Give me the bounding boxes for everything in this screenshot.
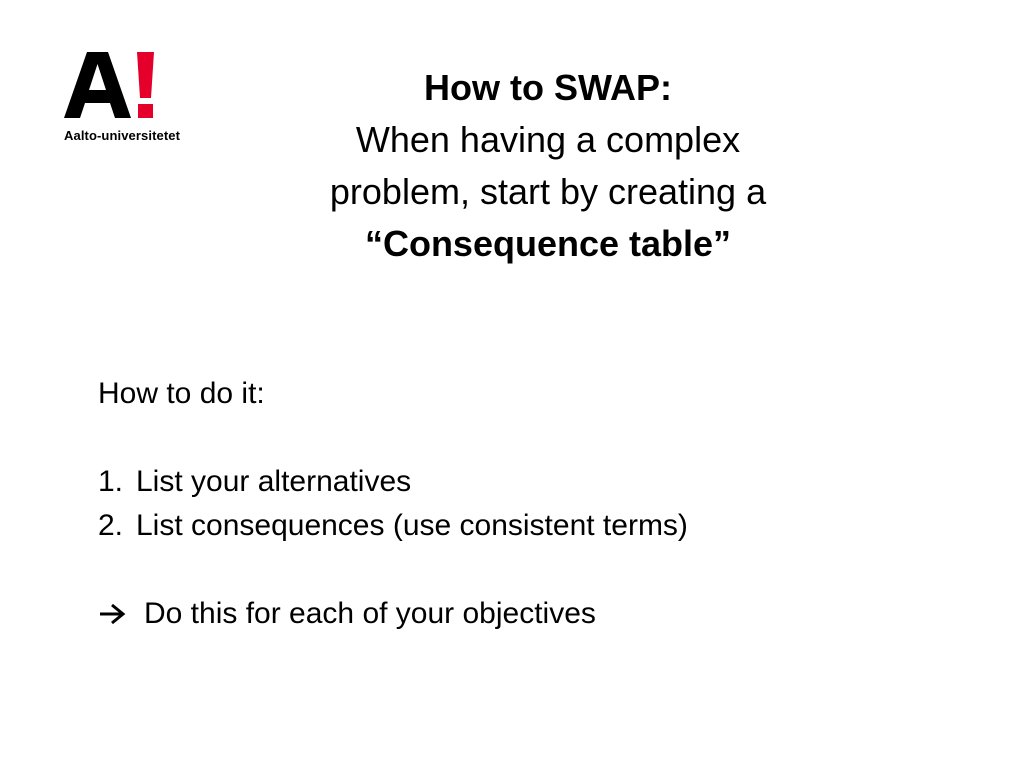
aalto-logo (64, 50, 214, 143)
step-number: 2. (98, 509, 124, 542)
spacer (98, 548, 958, 592)
title-line-4: “Consequence table” (364, 223, 732, 264)
step-number: 1. (98, 465, 124, 498)
intro-text: How to do it: (98, 377, 265, 410)
steps-list (98, 460, 958, 548)
title-line-1: How to SWAP: (424, 67, 672, 108)
right-arrow-icon (98, 602, 126, 626)
logo-wordmark: Aalto-universitetet (64, 128, 181, 143)
slide-body (98, 372, 958, 636)
spacer (98, 416, 958, 460)
conclusion-text: Do this for each of your objectives (144, 597, 596, 630)
step-text: List your alternatives (136, 465, 412, 498)
step-text: List consequences (use consistent terms) (136, 509, 688, 542)
title-line-2: When having a complex (355, 119, 741, 160)
list-item (98, 504, 958, 548)
slide-title (250, 62, 846, 270)
list-item (98, 460, 958, 504)
title-line-3: problem, start by creating a (329, 171, 767, 212)
aalto-a-exclamation-logo-icon (64, 50, 159, 120)
conclusion-line (98, 592, 958, 636)
